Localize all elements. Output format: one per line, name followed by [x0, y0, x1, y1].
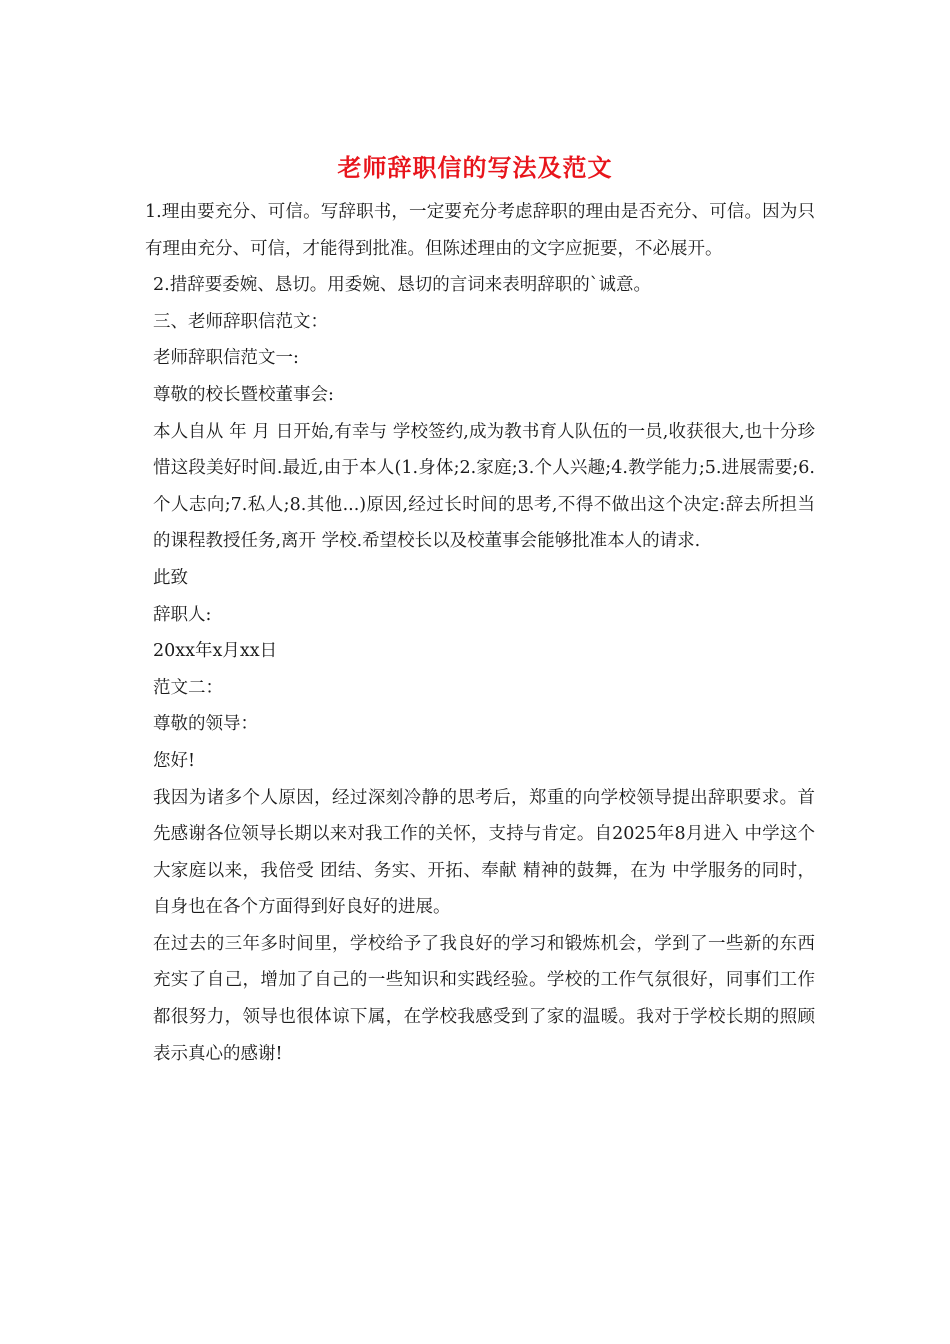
sample-one-heading: 老师辞职信范文一: [153, 348, 299, 369]
sample-one-date: 20xx年x月xx日 [153, 641, 278, 662]
sample-one-closing: 此致 [153, 567, 188, 588]
sample-two-heading: 范文二： [153, 677, 223, 698]
document-title: 老师辞职信的写法及范文 [337, 153, 613, 182]
sample-one-salutation: 尊敬的校长暨校董事会: [153, 384, 334, 405]
sample-two-greeting: 您好! [153, 750, 196, 771]
section-heading-samples: 三、老师辞职信范文： [153, 311, 328, 332]
paragraph-reason: 1.理由要充分、可信。写辞职书，一定要充分考虑辞职的理由是否充分、可信。因为只有理由充分、可信，才能得到批准。但陈述理由的文字应扼要，不必展开。 [145, 202, 815, 259]
sample-two-salutation: 尊敬的领导： [153, 714, 258, 735]
sample-one-body: 本人自从 年 月 日开始,有幸与 学校签约,成为教书育人队伍的一员,收获很大,也十分珍惜这段美好时间.最近,由于本人(1.身体;2.家庭;3.个人兴趣;4.教学能力;5.进展需要;6.个人志向;7.私人;8.其他...)原因,经过长时间的思考,不得不做出这个决定:辞去所担当的课程教授任务,离开 学校.希望校长以及校董事会能够批准本人的请求. [153, 421, 815, 552]
document-body [145, 194, 815, 1072]
sample-one-signature: 辞职人: [153, 604, 212, 625]
sample-two-body-1: 我因为诸多个人原因，经过深刻冷静的思考后，郑重的向学校领导提出辞职要求。首先感谢各位领导长期以来对我工作的关怀，支持与肯定。自2025年8月进入 中学这个大家庭以来，我倍受 团结、务实、开拓、奉献 精神的鼓舞，在为 中学服务的同时，自身也在各个方面得到好良好的进展。 [153, 787, 815, 918]
paragraph-wording: 2.措辞要委婉、恳切。用委婉、恳切的言词来表明辞职的`诚意。 [153, 275, 651, 296]
sample-two-body-2: 在过去的三年多时间里，学校给予了我良好的学习和锻炼机会，学到了一些新的东西充实了自己，增加了自己的一些知识和实践经验。学校的工作气氛很好，同事们工作都很努力，领导也很体谅下属，在学校我感受到了家的温暖。我对于学校长期的照顾表示真心的感谢! [153, 933, 815, 1064]
